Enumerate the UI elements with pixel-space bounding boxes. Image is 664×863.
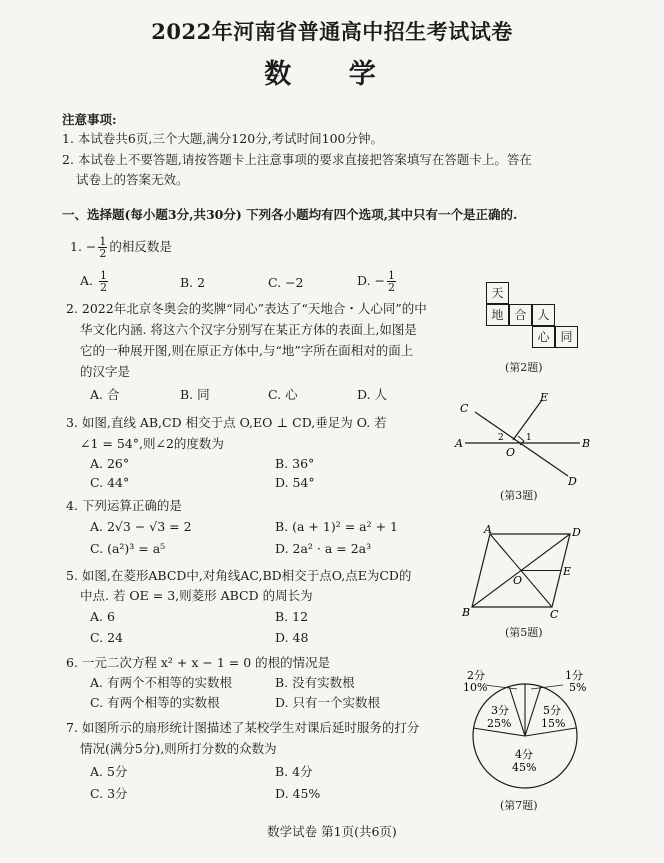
- note-2: 2. 本试卷上不要答题,请按答题卡上注意事项的要求直接把答案填写在答题卡上。答在: [62, 152, 532, 167]
- q7-line-1: 7. 如图所示的扇形统计图描述了某校学生对课后延时服务的打分: [66, 720, 420, 735]
- q7-caption: (第7题): [500, 799, 538, 812]
- q2-option-a: A. 合: [90, 387, 120, 402]
- q5-option-b: B. 12: [275, 609, 309, 624]
- q7-line-2: 情况(满分5分),则所打分数的众数为: [80, 741, 277, 756]
- net-cell-xin: 心: [532, 326, 555, 348]
- angle-2: 2: [498, 433, 504, 443]
- q7-option-d: D. 45%: [275, 786, 321, 801]
- q6-stem: 6. 一元二次方程 x² + x − 1 = 0 的根的情况是: [66, 655, 331, 670]
- label-e: E: [540, 391, 549, 404]
- pie-label-3fen: 3分: [491, 704, 509, 717]
- q3-line-2: ∠1 = 54°,则∠2的度数为: [80, 436, 224, 451]
- q2-option-c: C. 心: [268, 387, 298, 402]
- net-cell-tian: 天: [486, 282, 509, 304]
- note-1: 1. 本试卷共6页,三个大题,满分120分,考试时间100分钟。: [62, 131, 383, 146]
- label-a: A: [484, 523, 492, 536]
- q1-option-c: C. −2: [268, 275, 304, 290]
- q2-line-2: 华文化内涵. 将这六个汉字分别写在某正方体的表面上,如图是: [80, 322, 417, 337]
- pie-pct-3fen: 25%: [487, 717, 512, 730]
- q1-option-d: D. − $\frac{1}{2}$: [357, 269, 395, 294]
- q3-option-a: A. 26°: [90, 456, 130, 471]
- q2-option-b: B. 同: [180, 387, 210, 402]
- q2-option-d: D. 人: [357, 387, 388, 402]
- q7-option-b: B. 4分: [275, 764, 313, 779]
- q3-line-1: 3. 如图,直线 AB,CD 相交于点 O,EO ⊥ CD,垂足为 O. 若: [66, 415, 387, 430]
- q2-line-4: 的汉字是: [80, 364, 131, 379]
- q5-option-d: D. 48: [275, 630, 309, 645]
- label-c: C: [550, 608, 559, 621]
- label-o: O: [513, 574, 523, 587]
- label-b: B: [582, 437, 591, 450]
- q2-caption: (第2题): [505, 361, 543, 374]
- page-footer: 数学试卷 第1页(共6页): [267, 824, 397, 839]
- q5-line-1: 5. 如图,在菱形ABCD中,对角线AC,BD相交于点O,点E为CD的: [66, 568, 412, 583]
- pie-label-2fen: 2分: [467, 669, 485, 682]
- q3-option-b: B. 36°: [275, 456, 315, 471]
- q4-stem: 4. 下列运算正确的是: [66, 498, 182, 513]
- pie-label-4fen: 4分: [515, 748, 533, 761]
- net-cell-tong: 同: [555, 326, 578, 348]
- pie-pct-5fen: 15%: [541, 717, 566, 730]
- pie-pct-2fen: 10%: [463, 681, 488, 694]
- q5-caption: (第5题): [505, 626, 543, 639]
- subject-title: 数 学: [264, 59, 400, 90]
- label-o: O: [506, 446, 516, 459]
- q3-option-c: C. 44°: [90, 475, 130, 490]
- net-cell-he: 合: [509, 304, 532, 326]
- q7-pie-chart: [455, 666, 595, 794]
- net-cell-di: 地: [486, 304, 509, 326]
- q6-option-a: A. 有两个不相等的实数根: [90, 675, 232, 690]
- label-b: B: [462, 606, 471, 619]
- pie-pct-4fen: 45%: [512, 761, 537, 774]
- q7-option-a: A. 5分: [90, 764, 128, 779]
- q5-figure: [460, 522, 590, 622]
- q4-option-b: B. (a + 1)² = a² + 1: [275, 519, 398, 534]
- q4-option-d: D. 2a² · a = 2a³: [275, 541, 372, 556]
- pie-label-1fen: 1分: [565, 669, 583, 682]
- net-cell-ren: 人: [532, 304, 555, 326]
- exam-title: 2022年河南省普通高中招生考试试卷: [151, 19, 513, 44]
- q3-figure: [450, 388, 600, 488]
- q6-option-c: C. 有两个相等的实数根: [90, 695, 220, 710]
- q5-line-2: 中点. 若 OE = 3,则菱形 ABCD 的周长为: [80, 588, 313, 603]
- q4-option-a: A. 2√3 − √3 = 2: [90, 519, 192, 534]
- q1-fraction: $\frac{1}{2}$: [99, 235, 107, 260]
- q2-line-3: 它的一种展开图,则在原正方体中,与“地”字所在面相对的面上: [80, 343, 414, 358]
- q7-option-c: C. 3分: [90, 786, 128, 801]
- right-angle-mark: [518, 436, 524, 445]
- q2-line-1: 2. 2022年北京冬奥会的奖牌“同心”表达了“天地合・人心同”的中: [66, 301, 427, 316]
- label-a: A: [455, 437, 463, 450]
- q6-option-d: D. 只有一个实数根: [275, 695, 381, 710]
- label-d: D: [572, 526, 581, 539]
- pie-divider-3: [525, 686, 541, 736]
- q1-stem: 1. − $\frac{1}{2}$ 的相反数是: [70, 235, 172, 260]
- note-2-cont: 试卷上的答案无效。: [76, 172, 189, 187]
- notes-heading: 注意事项:: [62, 112, 117, 127]
- pie-label-5fen: 5分: [543, 704, 561, 717]
- label-e: E: [563, 565, 572, 578]
- angle-1: 1: [526, 433, 532, 443]
- q3-caption: (第3题): [500, 489, 538, 502]
- q5-option-c: C. 24: [90, 630, 123, 645]
- q1-option-a: A. $\frac{1}{2}$: [80, 269, 107, 294]
- q3-option-d: D. 54°: [275, 475, 315, 490]
- section1-heading: 一、选择题(每小题3分,共30分) 下列各小题均有四个选项,其中只有一个是正确的.: [62, 207, 518, 222]
- label-d: D: [568, 475, 577, 488]
- label-c: C: [460, 402, 469, 415]
- q4-option-c: C. (a²)³ = a⁵: [90, 541, 166, 556]
- q6-option-b: B. 没有实数根: [275, 675, 355, 690]
- q1-option-b: B. 2: [180, 275, 206, 290]
- q5-option-a: A. 6: [90, 609, 115, 624]
- pie-pct-1fen: 5%: [569, 681, 587, 694]
